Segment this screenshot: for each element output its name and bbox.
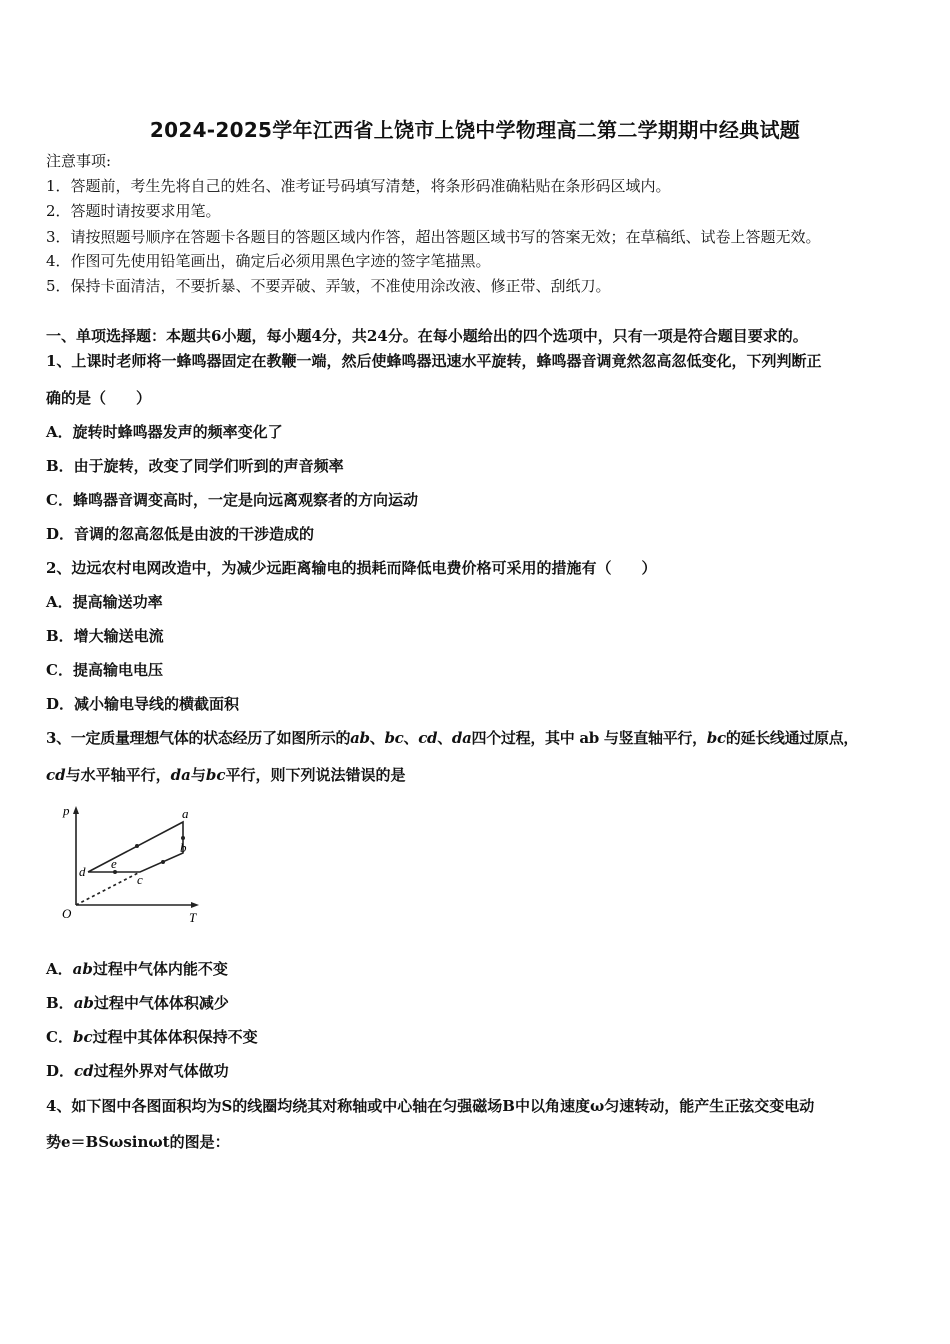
q1-option-c: C．蜂鸣器音调变高时，一定是向远离观察者的方向运动	[46, 491, 418, 509]
page-title: 2024-2025学年江西省上饶市上饶中学物理高二第二学期期中经典试题	[149, 118, 801, 142]
q3-option-c: C．bc过程中其体体积保持不变	[46, 1028, 258, 1046]
t-label: T	[189, 910, 197, 925]
question-1-text-cont: 确的是（ ）	[46, 389, 152, 407]
notice-item: 2．答题时请按要求用笔。	[46, 202, 221, 220]
q3-option-b: B．ab过程中气体体积减少	[46, 994, 229, 1012]
point-a-label: a	[182, 806, 189, 821]
question-4-text: 4、如下图中各图面积均为S的线圈均绕其对称轴或中心轴在匀强磁场B中以角速度ω匀速转动，能产生正弦交变电动	[46, 1097, 815, 1115]
question-2-text: 2、边远农村电网改造中，为减少远距离输电的损耗而降低电费价格可采用的措施有（ ）	[46, 559, 657, 577]
question-1-text: 1、上课时老师将一蜂鸣器固定在教鞭一端，然后使蜂鸣器迅速水平旋转，蜂鸣器音调竟然忽高忽低变化，下列判断正	[46, 352, 822, 370]
p-arrow-icon	[73, 806, 79, 814]
section-heading: 一、单项选择题：本题共6小题，每小题4分，共24分。在每小题给出的四个选项中，只有一项是符合题目要求的。	[46, 327, 808, 345]
q2-option-b: B．增大输送电流	[46, 627, 164, 645]
point-d-label: d	[79, 864, 86, 879]
q2-option-a: A．提高输送功率	[46, 593, 163, 611]
extension-line	[76, 872, 140, 905]
notice-heading: 注意事项:	[46, 152, 112, 170]
q2-option-c: C．提高输电电压	[46, 661, 163, 679]
t-arrow-icon	[191, 902, 199, 908]
p-label: p	[63, 803, 70, 818]
q3-option-a: A．ab过程中气体内能不变	[46, 960, 228, 978]
q1-option-b: B．由于旋转，改变了同学们听到的声音频率	[46, 457, 344, 475]
notice-item: 4．作图可先使用铅笔画出，确定后必须用黑色字迹的签字笔描黑。	[46, 252, 491, 270]
notice-item: 5．保持卡面清洁，不要折暴、不要弄破、弄皱，不准使用涂改液、修正带、刮纸刀。	[46, 277, 611, 295]
question-3-text: 3、一定质量理想气体的状态经历了如图所示的ab、bc、cd、da四个过程，其中 ab 与竖直轴平行，bc的延长线通过原点，	[46, 729, 859, 747]
notice-item: 1．答题前，考生先将自己的姓名、准考证号码填写清楚，将条形码准确粘贴在条形码区域内。	[46, 177, 671, 195]
q3-option-d: D．cd过程外界对气体做功	[46, 1062, 229, 1080]
notice-item: 3．请按照题号顺序在答题卡各题目的答题区域内作答，超出答题区域书写的答案无效；在草稿纸、试卷上答题无效。	[46, 228, 821, 246]
point-c-label: c	[137, 872, 143, 887]
origin-label: O	[62, 906, 72, 921]
question-4-text-cont: 势e＝BSωsinωt的图是：	[46, 1133, 230, 1151]
question-3-text-cont: cd与水平轴平行，da与bc平行，则下列说法错误的是	[46, 766, 406, 784]
q2-option-d: D．减小输电导线的横截面积	[46, 695, 240, 713]
point-e-label: e	[111, 856, 117, 871]
pt-diagram	[55, 800, 205, 925]
q1-option-d: D．音调的忽高忽低是由波的干涉造成的	[46, 525, 315, 543]
point-b-label: b	[180, 840, 187, 855]
q1-option-a: A．旋转时蜂鸣器发声的频率变化了	[46, 423, 283, 441]
